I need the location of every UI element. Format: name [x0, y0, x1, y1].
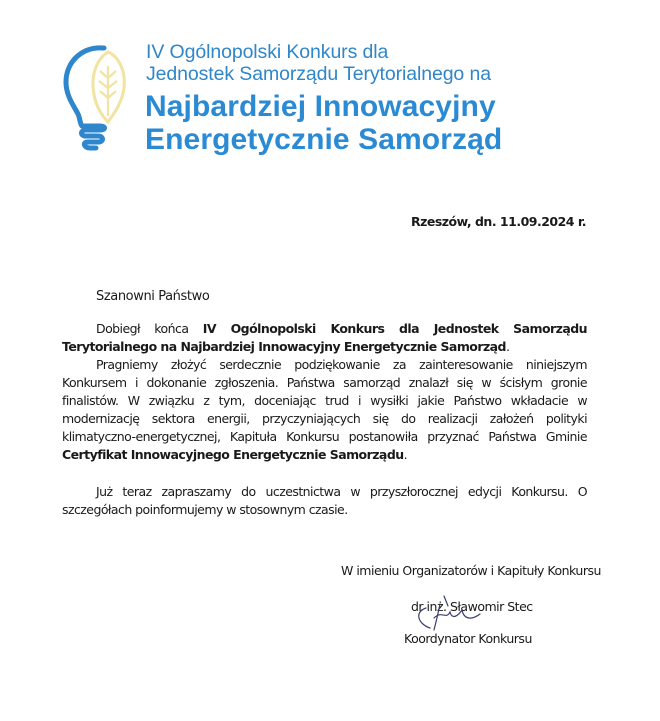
signer-name: dr inż. Sławomir Stec: [411, 599, 533, 614]
letter-date: Rzeszów, dn. 11.09.2024 r.: [410, 214, 586, 229]
contest-name-line2: Jednostek Samorządu Terytorialnego na: [146, 63, 491, 85]
paragraph-3: [62, 483, 587, 519]
paragraph-1: [62, 320, 587, 356]
paragraph-3-text: Już teraz zapraszamy do uczestnictwa w przyszłorocznej edycji Konkursu. O szczegółach poinformujemy w stosownym czasie.: [62, 484, 587, 517]
closing-line: W imieniu Organizatorów i Kapituły Konkursu: [341, 563, 601, 578]
paragraph-1-end: .: [505, 339, 510, 354]
paragraph-2-text: Pragniemy złożyć serdecznie podziękowanie za zainteresowanie niniejszym Konkursem i dokonanie zgłoszenia. Państwa samorząd znalazł się w ścisłym gronie finalistów. W związku z tym, doceniając trud i wysiłki jakie Państwo wkładacie w modernizację sektora energii, przyczyniających się do realizacji założeń polityki klimatyczno-energetycznej, Kapituła Konkursu postanowiła przyznać Państwa Gminie: [62, 357, 587, 444]
salutation: Szanowni Państwo: [96, 289, 210, 304]
lightbulb-leaf-icon: [60, 38, 140, 158]
contest-title-line1: Najbardziej Innowacyjny: [145, 90, 496, 123]
paragraph-1-text: Dobiegł końca: [96, 321, 203, 336]
paragraph-2-bold: Certyfikat Innowacyjnego Energetycznie Samorządu: [62, 447, 404, 462]
paragraph-2-end: .: [403, 447, 408, 462]
paragraph-1-bold: IV Ogólnopolski Konkurs dla Jednostek Samorządu Terytorialnego na Najbardziej Innowacyjny Energetycznie Samorząd: [62, 321, 587, 354]
contest-name-line1: IV Ogólnopolski Konkurs dla: [146, 41, 389, 63]
paragraph-2: [62, 356, 587, 464]
signer-role: Koordynator Konkursu: [404, 631, 532, 646]
contest-title-line2: Energetycznie Samorząd: [145, 123, 503, 156]
